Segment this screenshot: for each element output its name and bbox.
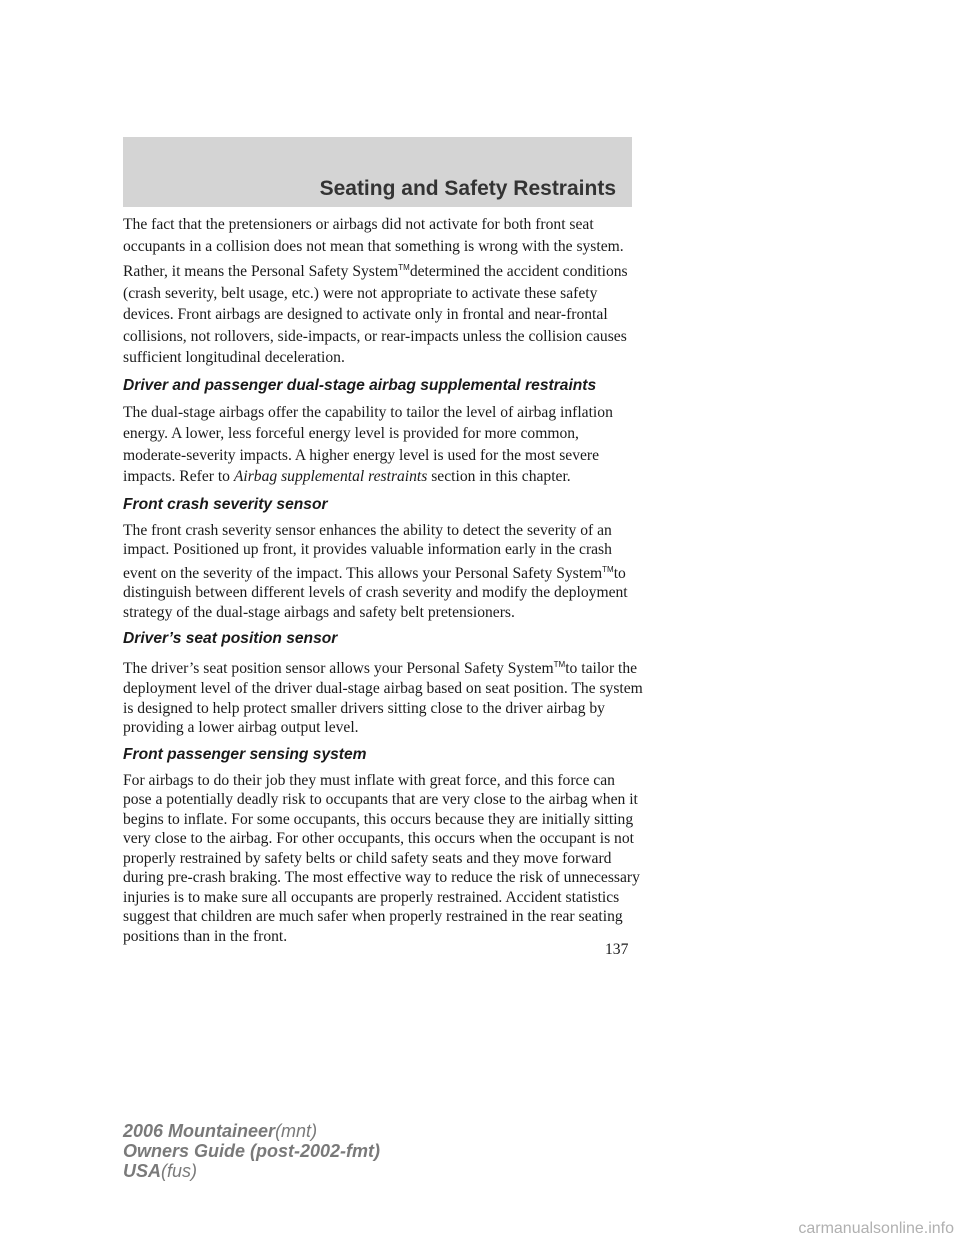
page-content	[123, 214, 643, 953]
paragraph-dual-stage-airbag: The dual-stage airbags offer the capability to tailor the level of airbag inflation energy. A lower, less forceful energy level is provided for more common, moderate-severity impacts. A higher energy level is used for the most severe impacts. Refer to Airbag supplemental restraints section in this chapter.	[123, 403, 613, 486]
paragraph-passenger-sensing: For airbags to do their job they must inflate with great force, and this force can pose a potentially deadly risk to occupants that are very close to the airbag when it begins to inflate. For some occupants, this occurs because they are initially sitting very close to the airbag. For other occupants, this occurs when the occupant is not properly restrained by safety belts or child safety seats and they move forward during pre-crash braking. The most effective way to reduce the risk of unnecessary injuries is to make sure all occupants are properly restrained. Accident statistics suggest that children are much safer when properly restrained in the rear seating positions than in the front.	[123, 771, 640, 945]
section-header-band	[123, 137, 632, 207]
heading-passenger-sensing: Front passenger sensing system	[123, 745, 367, 763]
trademark-icon: TM	[398, 263, 410, 272]
heading-dual-stage-airbag: Driver and passenger dual-stage airbag supplemental restraints	[123, 376, 597, 394]
site-watermark: carmanualsonline.info	[798, 1220, 954, 1237]
footer-market-line: USA(fus)	[123, 1161, 198, 1181]
document-footer	[123, 1121, 380, 1181]
footer-guide-line: Owners Guide (post-2002-fmt)	[123, 1141, 381, 1161]
paragraph-front-crash-sensor: The front crash severity sensor enhances the ability to detect the severity of an impact. Positioned up front, it provides valuable information early in the crash event on the severity of the impact. This allows your Personal Safety System™to distinguish between different levels of crash severity and modify the deployment strategy of the dual-stage airbags and safety belt pretensioners.	[123, 521, 628, 621]
heading-front-crash-sensor: Front crash severity sensor	[123, 495, 328, 513]
reference-link-airbag-restraints: Airbag supplemental restraints	[233, 468, 428, 486]
trademark-icon: TM	[553, 660, 566, 670]
page-number: 137	[605, 941, 629, 958]
paragraph-seat-position-sensor: The driver’s seat position sensor allows your Personal Safety System™to tailor the deployment level of the driver dual-stage airbag based on seat position. The system is designed to help protect smaller drivers sitting close to the driver airbag by providing a lower airbag output level.	[123, 660, 643, 737]
trademark-icon: TM	[602, 564, 614, 574]
heading-seat-position-sensor: Driver’s seat position sensor	[123, 630, 338, 648]
paragraph-activation-conditions: The fact that the pretensioners or airbags did not activate for both front seat occupants in a collision does not mean that something is wrong with the system. Rather, it means the Personal Safety System™determined the accident conditions (crash severity, belt usage, etc.) were not appropriate to activate these safety devices. Front airbags are designed to activate only in frontal and near-frontal collisions, not rollovers, side-impacts, or rear-impacts unless the collision causes sufficient longitudinal deceleration.	[123, 216, 628, 367]
section-title: Seating and Safety Restraints	[319, 177, 616, 200]
footer-model-line: 2006 Mountaineer(mnt)	[123, 1121, 318, 1141]
